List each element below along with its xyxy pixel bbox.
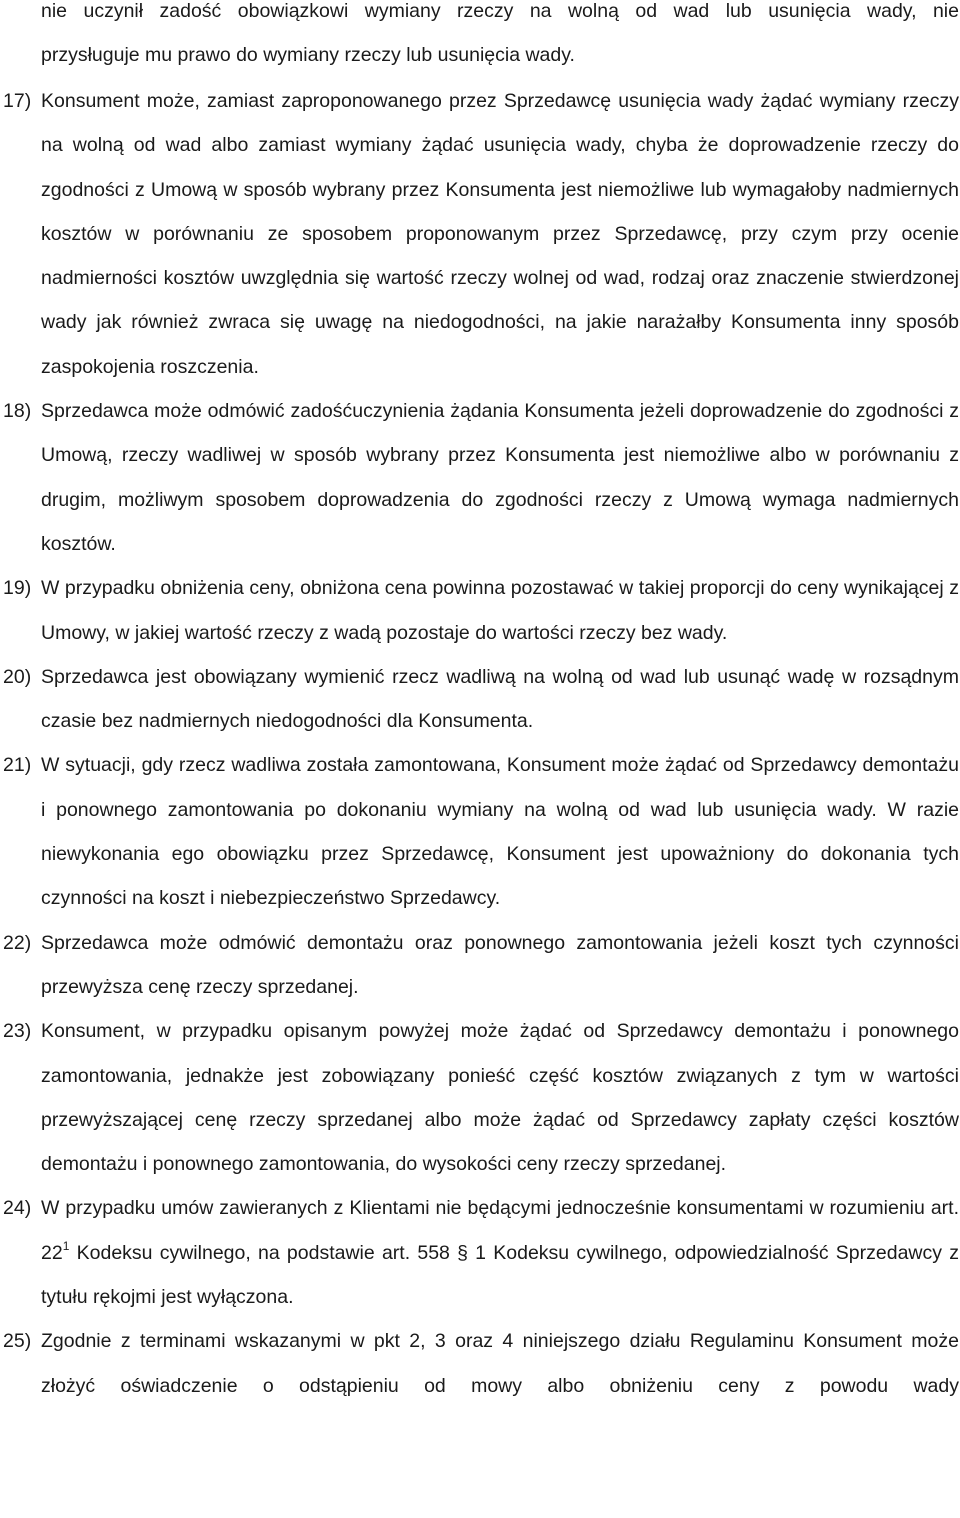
item-text: W sytuacji, gdy rzecz wadliwa została zamontowana, Konsument może żądać od Sprzedawcy demontażu i ponownego zamontowania po dokonaniu wymiany na wolną od wad lub usunięcia wady. W razie niewykonania ego obowiązku przez Sprzedawcę, Konsument jest upoważniony do dokonania tych czynności na koszt i niebezpieczeństwo Sprzedawcy. [41, 754, 959, 910]
item-text: Sprzedawca może odmówić zadośćuczynienia żądania Konsumenta jeżeli doprowadzenie do zgodności z Umową, rzeczy wadliwej w sposób wybrany przez Konsumenta jest niemożliwe albo w porównaniu z drugim, możliwym sposobem doprowadzenia do zgodności rzeczy z Umową wymaga nadmiernych kosztów. [41, 400, 959, 555]
superscript: 1 [62, 1239, 70, 1254]
numbered-list [0, 79, 960, 1408]
list-item-17 [0, 79, 960, 389]
list-item-22 [0, 921, 960, 1010]
list-item-25 [0, 1319, 960, 1408]
item-text: Konsument, w przypadku opisanym powyżej może żądać od Sprzedawcy demontażu i ponownego zamontowania, jednakże jest zobowiązany ponieść część kosztów związanych z tym w wartości przewyższającej cenę rzeczy sprzedanej albo może żądać od Sprzedawcy zapłaty części kosztów demontażu i ponownego zamontowania, do wysokości ceny rzeczy sprzedanej. [41, 1020, 959, 1176]
list-item-24 [0, 1186, 960, 1319]
continued-paragraph-line: nie uczynił zadość obowiązkowi wymiany rzeczy na wolną od wad lub usunięcia wady, nie [41, 0, 959, 22]
item-text: Zgodnie z terminami wskazanymi w pkt 2, 3 oraz 4 niniejszego działu Regulaminu Konsument może złożyć oświadczenie o odstąpieniu od mowy albo obniżeniu ceny z powodu wady [41, 1330, 959, 1397]
list-item-23 [0, 1009, 960, 1186]
item-number: 19) [3, 577, 32, 600]
list-item-21 [0, 743, 960, 920]
item-number: 25) [3, 1330, 32, 1353]
item-number: 21) [3, 754, 32, 777]
list-item-20 [0, 655, 960, 744]
continued-paragraph-line: przysługuje mu prawo do wymiany rzeczy lub usunięcia wady. [41, 44, 575, 67]
item-number: 20) [3, 665, 32, 688]
item-text: Sprzedawca jest obowiązany wymienić rzecz wadliwą na wolną od wad lub usunąć wadę w rozsądnym czasie bez nadmiernych niedogodności dla Konsumenta. [41, 665, 959, 733]
list-item-19 [0, 566, 960, 655]
item-text [41, 1186, 959, 1319]
item-text-part: W przypadku umów zawieranych z Klientami nie będącymi jednocześnie konsumentami w rozumieniu art. 22 [41, 1197, 959, 1264]
item-text: W przypadku obniżenia ceny, obniżona cena powinna pozostawać w takiej proporcji do ceny wynikającej z Umowy, w jakiej wartość rzeczy z wadą pozostaje do wartości rzeczy bez wady. [41, 577, 959, 644]
item-text: Sprzedawca może odmówić demontażu oraz ponownego zamontowania jeżeli koszt tych czynności przewyższa cenę rzeczy sprzedanej. [41, 931, 959, 998]
item-number: 24) [3, 1197, 32, 1220]
item-text: Konsument może, zamiast zaproponowanego przez Sprzedawcę usunięcia wady żądać wymiany rzeczy na wolną od wad albo zamiast wymiany żądać usunięcia wady, chyba że doprowadzenie rzeczy do zgodności z Umową w sposób wybrany przez Konsumenta jest niemożliwe lub wymagałoby nadmiernych kosztów w porównaniu ze sposobem proponowanym przez Sprzedawcę, przy czym przy ocenie nadmierności kosztów uwzględnia się wartość rzeczy wolnej od wad, rodzaj oraz znaczenie stwierdzonej wady jak również zwraca się uwagę na niedogodności, na jakie narażałby Konsumenta inny sposób zaspokojenia roszczenia. [41, 90, 959, 378]
continued-paragraph [41, 0, 959, 78]
item-number: 23) [3, 1020, 32, 1043]
item-number: 17) [3, 90, 32, 112]
item-number: 18) [3, 400, 32, 423]
item-text-part: Kodeksu cywilnego, na podstawie art. 558 § 1 Kodeksu cywilnego, odpowiedzialność Sprzedawcy z tytułu rękojmi jest wyłączona. [41, 1241, 959, 1309]
item-number: 22) [3, 931, 32, 954]
list-item-18 [0, 389, 960, 566]
